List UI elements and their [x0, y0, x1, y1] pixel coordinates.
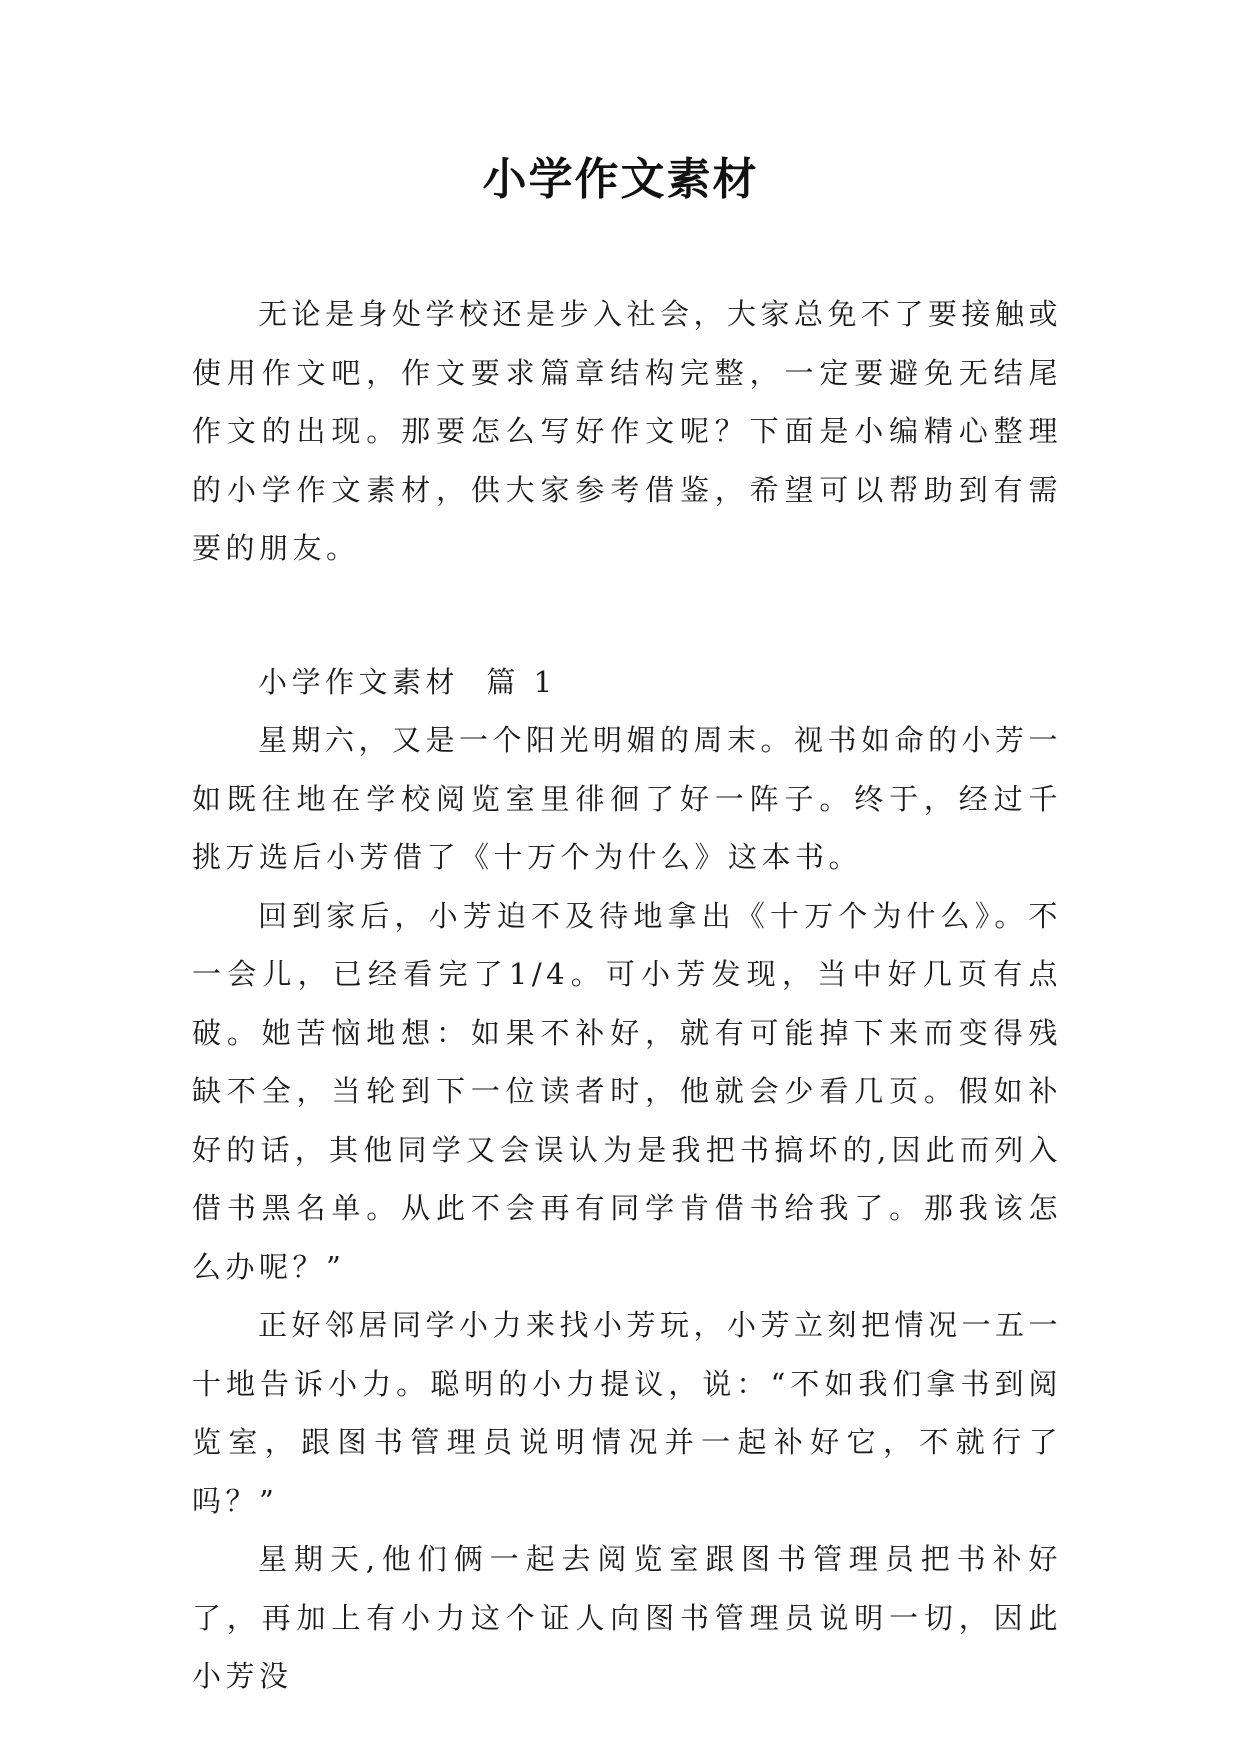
intro-paragraph: 无论是身处学校还是步入社会，大家总免不了要接触或使用作文吧，作文要求篇章结构完整，一定要避免无结尾作文的出现。那要怎么写好作文呢？下面是小编精心整理的小学作文素材，供大家参考借鉴，希望可以帮助到有需要的朋友。 [192, 297, 1063, 565]
document-title: 小学作文素材 [482, 154, 759, 205]
body-paragraph-4: 星期天,他们俩一起去阅览室跟图书管理员把书补好了，再加上有小力这个证人向图书管理员说明一切，因此小芳没 [192, 1542, 1062, 1693]
document-body [192, 285, 1062, 1706]
body-paragraph-1: 星期六，又是一个阳光明媚的周末。视书如命的小芳一如既往地在学校阅览室里徘徊了好一阵子。终于，经过千挑万选后小芳借了《十万个为什么》这本书。 [192, 723, 1063, 874]
body-paragraph-3: 正好邻居同学小力来找小芳玩，小芳立刻把情况一五一十地告诉小力。聪明的小力提议，说：“不如我们拿书到阅览室，跟图书管理员说明情况并一起补好它，不就行了吗？” [192, 1308, 1063, 1518]
body-paragraph-2: 回到家后，小芳迫不及待地拿出《十万个为什么》。不一会儿，已经看完了1/4。可小芳发现，当中好几页有点破。她苦恼地想：如果不补好，就有可能掉下来而变得残缺不全，当轮到下一位读者时，他就会少看几页。假如补好的话，其他同学又会误认为是我把书搞坏的,因此而列入借书黑名单。从此不会再有同学肯借书给我了。那我该怎么办呢？” [192, 898, 1062, 1284]
section-heading: 小学作文素材 篇 1 [258, 664, 557, 699]
